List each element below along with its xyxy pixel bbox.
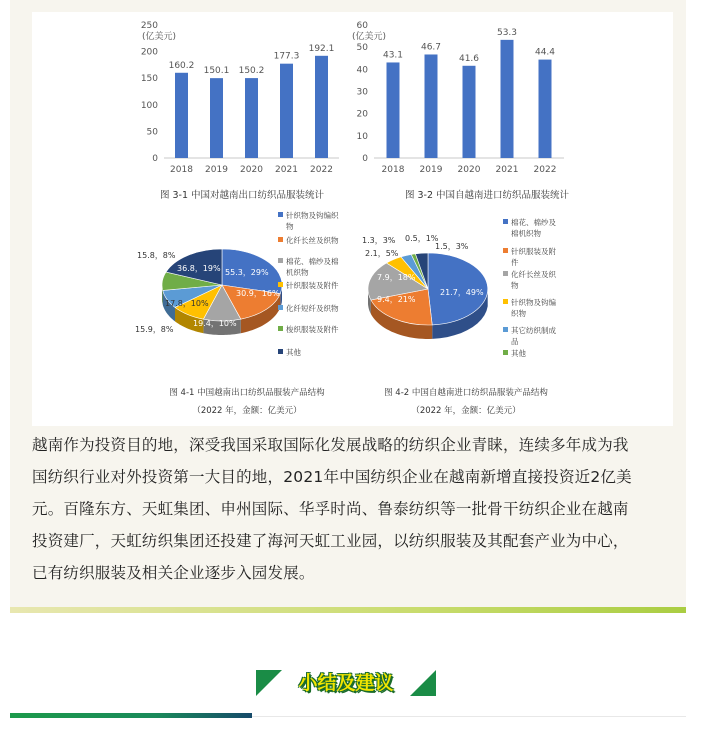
y-tick-label: 0: [362, 154, 368, 164]
legend-label: 棉花、棉纱及棉: [286, 257, 339, 266]
y-tick-label: 200: [140, 47, 158, 58]
chart-subcaption: （2022 年，金额：亿美元）: [192, 406, 302, 416]
y-tick-label: 40: [356, 65, 368, 76]
data-label: 177.3: [273, 51, 300, 62]
legend-label: 针织物及钩编: [511, 298, 556, 307]
data-label: 2.1，5%: [365, 249, 399, 258]
paragraph-line: 国纺织行业对外投资第一大目的地，2021年中国纺织企业在越南新增直接投资近2亿美: [32, 468, 632, 486]
y-tick-label: 20: [356, 109, 368, 120]
y-axis-label: (亿美元): [352, 32, 387, 42]
section-header: [256, 666, 436, 700]
y-tick-label: 50: [356, 43, 368, 54]
bar: [175, 73, 188, 158]
legend-swatch: [503, 248, 508, 253]
y-tick-label: 10: [356, 131, 368, 142]
legend-label: 化纤短纤及织物: [286, 304, 339, 313]
legend-label: 化纤长丝及织物: [286, 236, 339, 245]
data-label: 1.3，3%: [362, 236, 396, 245]
charts-figure: [32, 12, 673, 426]
legend-label: 其他: [286, 348, 301, 357]
legend-label: 针织服装及附件: [286, 281, 339, 290]
data-label: 41.6: [458, 53, 480, 64]
legend-label: 机织物: [286, 268, 309, 277]
legend-swatch: [278, 349, 283, 354]
y-tick-label: 0: [152, 154, 158, 164]
bar: [501, 40, 514, 158]
legend-swatch: [503, 327, 508, 332]
divider-line: [252, 716, 686, 717]
x-tick-label: 2020: [240, 165, 263, 175]
legend-swatch: [278, 212, 283, 217]
triangle-decoration-icon: [256, 670, 282, 696]
bar: [315, 56, 328, 158]
legend-label: 针织服装及附: [511, 247, 556, 256]
bar: [425, 54, 438, 158]
bar: [245, 78, 258, 158]
body-paragraph: [32, 429, 682, 589]
paragraph-line: 投资建厂，天虹纺织集团还投建了海河天虹工业园，以纺织服装及其配套产业为中心，: [32, 532, 629, 550]
legend-label: 物: [286, 222, 294, 231]
legend-label: 其它纺织制成: [511, 326, 556, 335]
y-tick-label: 30: [356, 87, 368, 98]
data-label: 53.3: [496, 27, 518, 38]
legend-swatch: [503, 271, 508, 276]
data-label: 17.8，10%: [165, 299, 209, 308]
data-label: 21.7，49%: [440, 288, 484, 297]
bar: [387, 62, 400, 158]
legend-label: 物: [511, 281, 519, 290]
y-tick-label: 50: [146, 127, 158, 138]
data-label: 55.3，29%: [225, 268, 269, 277]
x-tick-label: 2019: [419, 165, 443, 175]
x-tick-label: 2019: [205, 165, 228, 175]
data-label: 1.5，3%: [435, 242, 469, 251]
figure-image: [32, 12, 673, 426]
x-tick-label: 2018: [170, 165, 193, 175]
bar: [280, 64, 293, 158]
data-label: 9.4，21%: [377, 295, 416, 304]
divider-line: [10, 607, 686, 613]
data-label: 0.5，1%: [405, 234, 439, 243]
data-label: 15.8，8%: [137, 251, 176, 260]
legend-label: 品: [511, 337, 519, 346]
y-tick-label: 250: [140, 21, 158, 31]
legend-label: 件: [511, 258, 519, 267]
data-label: 15.9，8%: [135, 325, 174, 334]
legend-swatch: [278, 326, 283, 331]
section-title: 小结及建议: [298, 672, 394, 694]
legend-swatch: [278, 258, 283, 263]
x-tick-label: 2022: [310, 165, 333, 175]
y-tick-label: 150: [140, 74, 158, 85]
data-label: 150.2: [238, 66, 265, 77]
legend-swatch: [278, 237, 283, 242]
data-label: 160.2: [168, 60, 195, 71]
data-label: 7.9，18%: [377, 273, 416, 282]
x-tick-label: 2021: [495, 165, 519, 175]
legend-label: 棉机织物: [511, 229, 541, 238]
data-label: 192.1: [308, 43, 335, 54]
chart-caption: 图 4-2 中国自越南进口纺织品服装产品结构: [384, 388, 548, 398]
bar: [539, 60, 552, 158]
bar: [463, 66, 476, 158]
legend-swatch: [278, 305, 283, 310]
chart-caption: 图 4-1 中国越南出口纺织品服装产品结构: [169, 388, 325, 398]
bar: [210, 78, 223, 158]
legend-label: 梭织服装及附件: [286, 325, 339, 334]
legend-label: 针织物及钩编织: [286, 211, 339, 220]
paragraph-line: 越南作为投资目的地，深受我国采取国际化发展战略的纺织企业青睐，连续多年成为我: [32, 436, 629, 454]
data-label: 44.4: [534, 47, 556, 58]
paragraph-line: 元。百隆东方、天虹集团、申州国际、华孚时尚、鲁泰纺织等一批骨干纺织企业在越南: [32, 500, 629, 518]
data-label: 30.9，16%: [236, 289, 280, 298]
legend-swatch: [503, 219, 508, 224]
data-label: 150.1: [203, 66, 230, 77]
x-tick-label: 2022: [533, 165, 557, 175]
legend-swatch: [503, 350, 508, 355]
chart-caption: 图 3-1 中国对越南出口纺织品服装统计: [159, 190, 325, 201]
legend-swatch: [503, 299, 508, 304]
chart-caption: 图 3-2 中国自越南进口纺织品服装统计: [404, 190, 570, 201]
paragraph-line: 已有纺织服装及相关企业逐步入园发展。: [32, 564, 315, 582]
x-tick-label: 2018: [381, 165, 405, 175]
data-label: 46.7: [420, 42, 442, 53]
section-underline: [10, 713, 252, 718]
y-axis-label: (亿美元): [142, 32, 177, 42]
content-panel: [10, 0, 686, 609]
triangle-decoration-icon: [410, 670, 436, 696]
legend-swatch: [278, 282, 283, 287]
y-tick-label: 60: [356, 21, 368, 31]
y-tick-label: 100: [140, 100, 158, 111]
legend-label: 其他: [511, 349, 526, 358]
legend-label: 化纤长丝及织: [511, 270, 556, 279]
data-label: 36.8，19%: [177, 264, 221, 273]
data-label: 19.4，10%: [193, 319, 237, 328]
data-label: 43.1: [382, 50, 404, 61]
chart-subcaption: （2022 年，金额：亿美元）: [411, 406, 521, 416]
legend-label: 织物: [511, 309, 526, 318]
legend-label: 棉花、棉纱及: [511, 218, 556, 227]
x-tick-label: 2020: [457, 165, 481, 175]
x-tick-label: 2021: [275, 165, 298, 175]
